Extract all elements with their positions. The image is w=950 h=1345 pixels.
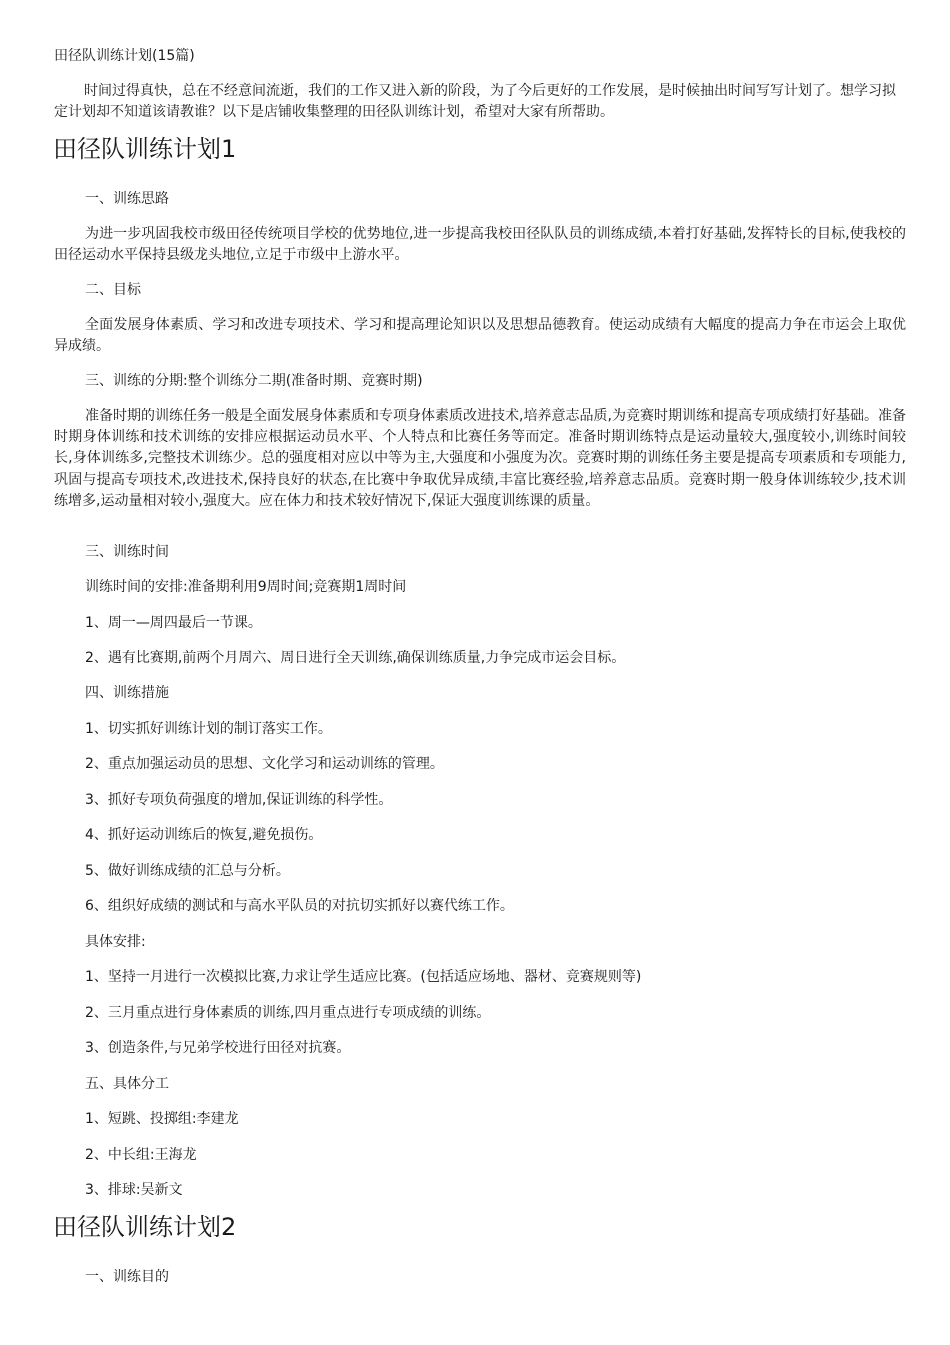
section-heading-1: 田径队训练计划1 [53, 135, 237, 163]
subsection-title: 一、训练思路 [85, 191, 169, 207]
list-item: 4、抓好运动训练后的恢复,避免损伤。 [85, 827, 323, 843]
body-paragraph: 全面发展身体素质、学习和改进专项技术、学习和提高理论知识以及思想品德教育。使运动成绩有大幅度的提高力争在市运会上取优异成绩。 [54, 317, 906, 355]
subsection-title: 二、目标 [85, 282, 141, 298]
list-item: 训练时间的安排:准备期利用9周时间;竞赛期1周时间 [85, 579, 407, 595]
list-item: 3、创造条件,与兄弟学校进行田径对抗赛。 [85, 1040, 351, 1056]
list-item: 2、中长组:王海龙 [85, 1147, 197, 1163]
list-item: 1、坚持一月进行一次模拟比赛,力求让学生适应比赛。(包括适应场地、器材、竞赛规则等) [85, 969, 642, 985]
intro-paragraph: 时间过得真快，总在不经意间流逝，我们的工作又进入新的阶段，为了今后更好的工作发展，是时候抽出时间写写计划了。想学习拟定计划却不知道该请教谁？以下是店铺收集整理的田径队训练计划，希望对大家有所帮助。 [54, 83, 896, 120]
list-item: 1、周一—周四最后一节课。 [85, 615, 262, 631]
list-item: 2、三月重点进行身体素质的训练,四月重点进行专项成绩的训练。 [85, 1005, 491, 1021]
list-item: 2、遇有比赛期,前两个月周六、周日进行全天训练,确保训练质量,力争完成市运会目标。 [85, 650, 626, 666]
subsection-title: 一、训练目的 [85, 1269, 169, 1285]
list-item: 6、组织好成绩的测试和与高水平队员的对抗切实抓好以赛代练工作。 [85, 898, 514, 914]
subsection-title: 具体安排: [85, 934, 146, 950]
subsection-title: 三、训练的分期:整个训练分二期(准备时期、竞赛时期) [85, 373, 423, 389]
body-paragraph: 准备时期的训练任务一般是全面发展身体素质和专项身体素质改进技术,培养意志品质,为竞赛时期训练和提高专项成绩打好基础。准备时期身体训练和技术训练的安排应根据运动员水平、个人特点和比赛任务等而定。准备时期训练特点是运动量较大,强度较小,训练时间较长,身体训练多,完整技术训练少。总的强度相对应以中等为主,大强度和小强度为次。竞赛时期的训练任务主要是提高专项素质和专项能力,巩固与提高专项技术,改进技术,保持良好的状态,在比赛中争取优异成绩,丰富比赛经验,培养意志品质。竞赛时期一般身体训练较少,技术训练增多,运动量相对较小,强度大。应在体力和技术较好情况下,保证大强度训练课的质量。 [54, 408, 906, 509]
list-item: 1、切实抓好训练计划的制订落实工作。 [85, 721, 332, 737]
list-item: 3、排球:吴新文 [85, 1182, 183, 1198]
subsection-title: 五、具体分工 [85, 1076, 169, 1092]
body-paragraph: 为进一步巩固我校市级田径传统项目学校的优势地位,进一步提高我校田径队队员的训练成绩,本着打好基础,发挥特长的目标,使我校的田径运动水平保持县级龙头地位,立足于市级中上游水平。 [54, 226, 906, 264]
list-item: 3、抓好专项负荷强度的增加,保证训练的科学性。 [85, 792, 393, 808]
subsection-title: 四、训练措施 [85, 685, 169, 701]
section-heading-2: 田径队训练计划2 [53, 1213, 237, 1241]
list-item: 5、做好训练成绩的汇总与分析。 [85, 863, 290, 879]
subsection-title: 三、训练时间 [85, 544, 169, 560]
list-item: 2、重点加强运动员的思想、文化学习和运动训练的管理。 [85, 756, 444, 772]
document-title: 田径队训练计划(15篇) [54, 48, 195, 64]
list-item: 1、短跳、投掷组:李建龙 [85, 1111, 239, 1127]
